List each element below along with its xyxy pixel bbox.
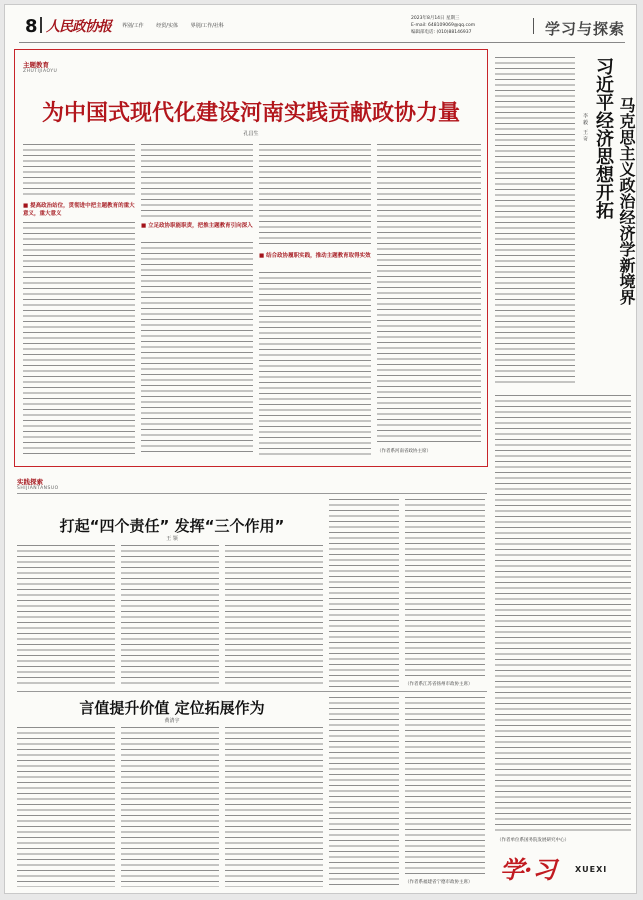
article1-source-note: （作者系江苏省扬州市政协主席） <box>405 682 473 687</box>
right-article-byline: 李 毅 王 奇 <box>582 113 588 142</box>
right-title-block <box>579 57 635 387</box>
masthead-nav-item: 界别/工作 <box>122 23 144 29</box>
right-column-article <box>495 49 635 894</box>
right-article-title-line: 习近平经济思想开拓 <box>593 57 614 219</box>
body-text-block <box>17 727 115 887</box>
page-number-divider <box>40 17 42 33</box>
article2-byline: 黄清宇 <box>164 718 180 724</box>
section-title: 学习与探索 <box>545 20 626 38</box>
right-article-title-line: 马克思主义政治经济学新境界 <box>617 97 636 305</box>
masthead-info <box>411 15 531 36</box>
masthead-nav <box>122 22 235 29</box>
lead-source-note: （作者系河南省政协主席） <box>377 449 431 454</box>
lead-byline: 孔昌生 <box>243 131 259 137</box>
masthead-divider <box>533 18 534 34</box>
masthead <box>5 5 637 41</box>
newspaper-name: 人民政协报 <box>46 19 111 35</box>
body-text-block <box>329 499 399 687</box>
body-text-block <box>259 144 371 248</box>
lead-subhead: ■ 提高政治站位，贯彻进中把主题教育的重大意义，重大意义 <box>23 203 135 217</box>
masthead-rule <box>19 42 625 43</box>
body-text-block <box>329 697 399 887</box>
lead-kicker: 主题教育 <box>23 61 49 69</box>
body-text-block <box>141 144 253 218</box>
body-text-block <box>405 697 485 875</box>
lead-subhead: ■ 结合政协履职实践，推动主题教育取得实效 <box>259 253 371 259</box>
practice-kicker-en: SHIJIANTANSUO <box>17 486 59 491</box>
body-text-block <box>23 144 135 198</box>
masthead-nav-item: 经贸/实体 <box>156 23 178 29</box>
body-text-block <box>23 222 135 456</box>
xuexi-logo-en: XUEXI <box>575 865 608 874</box>
contact-phone: 编辑部电话: (010)88146937 <box>411 30 472 35</box>
body-text-block <box>377 144 481 444</box>
body-text-block <box>121 545 219 685</box>
body-text-block <box>495 395 631 835</box>
lead-article <box>14 49 488 467</box>
article1-title: 打起“四个责任” 发挥“三个作用” <box>59 517 285 535</box>
issue-date: 2023年8月14日 星期三 <box>411 16 460 21</box>
page-number: 8 <box>25 16 38 37</box>
body-text-block <box>405 499 485 677</box>
article1-byline: 王 领 <box>166 536 178 542</box>
body-text-block <box>121 727 219 887</box>
lead-subhead: ■ 立足政协职能职责，把推主题教育引向深入 <box>141 223 253 229</box>
body-text-block <box>225 545 323 685</box>
newspaper-page <box>4 4 637 894</box>
body-text-block <box>141 242 253 456</box>
article2-source-note: （作者系福建省宁德市政协主席） <box>405 880 473 885</box>
section-rule <box>17 691 487 692</box>
practice-kicker: 实践探索 <box>17 478 43 486</box>
xuexi-logo: 学·习 <box>500 855 557 884</box>
lead-title: 为中国式现代化建设河南实践贡献政协力量 <box>41 101 460 126</box>
article2-title: 言值提升价值 定位拓展作为 <box>79 699 265 717</box>
masthead-nav-item: 界别/工作/社科 <box>190 23 224 29</box>
body-text-block <box>259 272 371 456</box>
lead-kicker-en: ZHUTIJIAOYU <box>23 69 58 74</box>
body-text-block <box>17 545 115 685</box>
body-text-block <box>225 727 323 887</box>
body-text-block <box>495 57 575 387</box>
contact-email: E-mail: 648109069@qq.com <box>411 23 476 28</box>
section-rule <box>17 493 487 494</box>
right-source-note: （作者单位系国务院发展研究中心） <box>497 838 569 843</box>
